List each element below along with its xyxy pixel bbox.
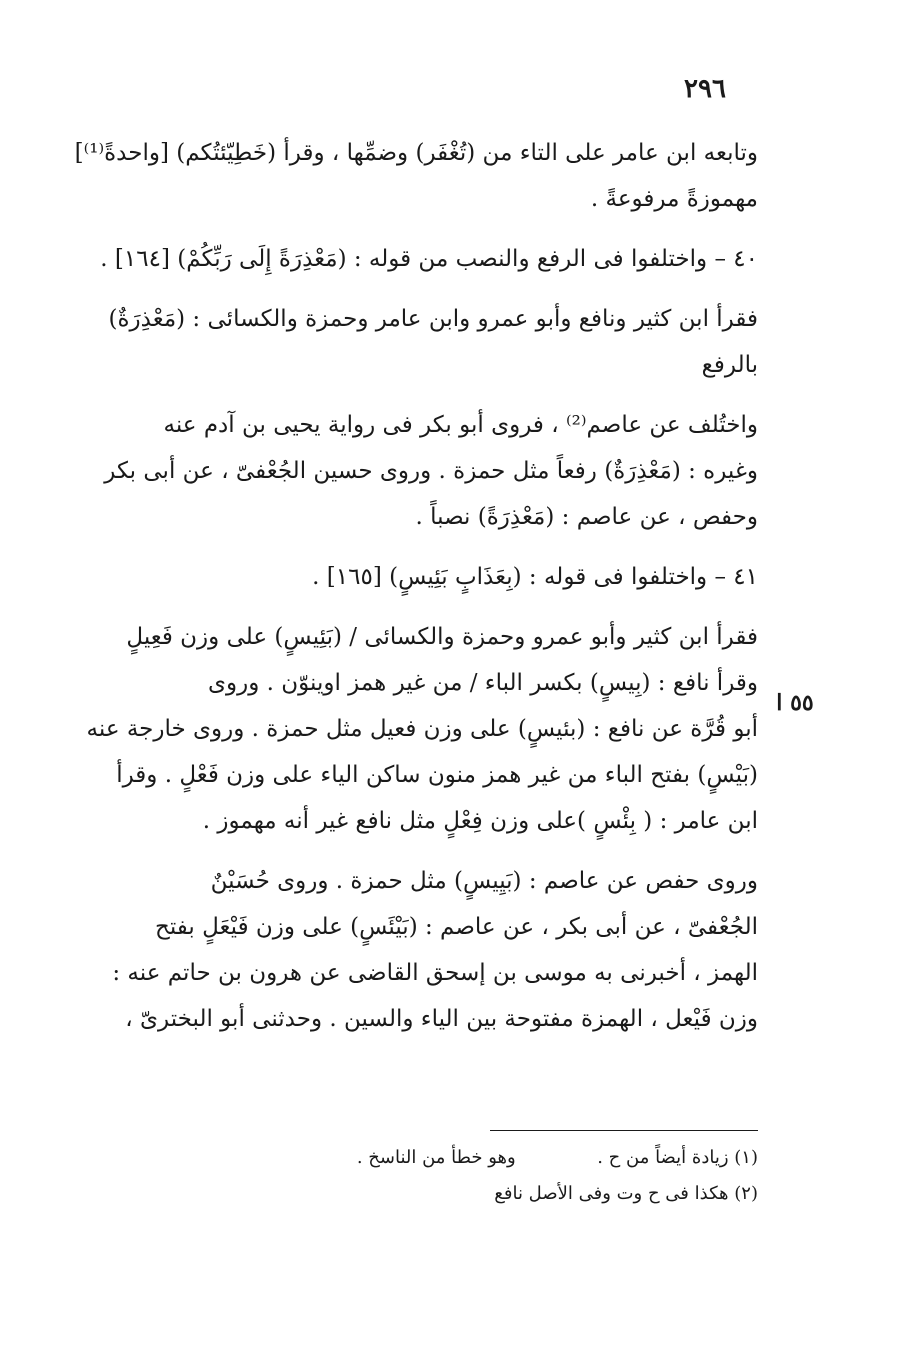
text-line: فقرأ ابن كثير وأبو عمرو وحمزة والكسائى / (بَئِيسٍ) على وزن فَعِيلٍ bbox=[126, 624, 758, 650]
text-line: بالرفع bbox=[701, 352, 758, 378]
paragraph-4 bbox=[92, 402, 758, 540]
text-line: وحفص ، عن عاصم : (مَعْذِرَةً) نصباً . bbox=[415, 504, 758, 530]
main-text bbox=[74, 130, 758, 1056]
text-line: الجُعْفىّ ، عن أبى بكر ، عن عاصم : (بَيْئَسٍ) على وزن فَيْعَلٍ بفتح bbox=[154, 914, 758, 940]
text-line: وروى حفص عن عاصم : (بَيِيسٍ) مثل حمزة . وروى حُسَيْنٌ bbox=[210, 868, 758, 894]
text-line: واختُلف عن عاصم⁽²⁾ ، فروى أبو بكر فى رواية يحيى بن آدم عنه bbox=[163, 412, 758, 438]
margin-folio-note: ٥٥ ا bbox=[776, 690, 814, 716]
text-line: ٤١ – واختلفوا فى قوله : (بِعَذَابٍ بَئِيسٍ) [١٦٥] . bbox=[312, 564, 758, 590]
footnote-marker: (٢) bbox=[734, 1183, 758, 1204]
page-number: ٢٩٦ bbox=[684, 74, 726, 104]
text-line: وزن فَيْعل ، الهمزة مفتوحة بين الياء والسين . وحدثنى أبو البخترىّ ، bbox=[125, 1006, 758, 1032]
footnote-1 bbox=[92, 1140, 758, 1176]
text-line: أبو قُرَّة عن نافع : (بئيسٍ) على وزن فعيل مثل حمزة . وروى خارجة عنه bbox=[86, 716, 758, 742]
paragraph-7 bbox=[92, 858, 758, 1042]
text-line: وقرأ نافع : (بِيسٍ) بكسر الباء / من غير همز اوينوّن . وروى bbox=[208, 670, 758, 696]
text-line: ٤٠ – واختلفوا فى الرفع والنصب من قوله : (مَعْذِرَةً إِلَى رَبِّكُمْ) [١٦٤] . bbox=[100, 246, 758, 272]
text-line: (بَيْسٍ) بفتح الباء من غير همز منون ساكن الياء على وزن فَعْلٍ . وقرأ bbox=[116, 762, 758, 788]
text-line: فقرأ ابن كثير ونافع وأبو عمرو وابن عامر وحمزة والكسائى : (مَعْذِرَةٌ) bbox=[108, 306, 758, 332]
footnote-2 bbox=[92, 1176, 758, 1212]
paragraph-3 bbox=[92, 296, 758, 388]
footnote-marker: (١) bbox=[734, 1147, 758, 1168]
paragraph-2 bbox=[92, 236, 758, 282]
footnote-text: زيادة أيضاً من ح . bbox=[597, 1147, 729, 1168]
paragraph-5 bbox=[92, 554, 758, 600]
text-line: ابن عامر : ( بِئْسٍ )على وزن فِعْلٍ مثل نافع غير أنه مهموز . bbox=[202, 808, 758, 834]
text-line: وغيره : (مَعْذِرَةٌ) رفعاً مثل حمزة . وروى حسين الجُعْفىّ ، عن أبى بكر bbox=[104, 458, 758, 484]
text-line: وتابعه ابن عامر على التاء من (تُغْفَر) وضمِّها ، وقرأ (خَطِيّئتُكم) [واحدةً⁽¹⁾] bbox=[74, 140, 758, 166]
paragraph-6 bbox=[86, 614, 758, 844]
footnotes bbox=[92, 1140, 758, 1212]
footnote-text: هكذا فى ح وت وفى الأصل نافع bbox=[494, 1183, 729, 1204]
text-line: الهمز ، أخبرنى به موسى بن إسحق القاضى عن هرون بن حاتم عنه : bbox=[112, 960, 758, 986]
footnote-extra: وهو خطأ من الناسخ . bbox=[356, 1147, 516, 1168]
footnote-separator bbox=[490, 1130, 758, 1131]
paragraph-1 bbox=[74, 130, 758, 222]
text-line: مهموزةً مرفوعةً . bbox=[590, 186, 758, 212]
